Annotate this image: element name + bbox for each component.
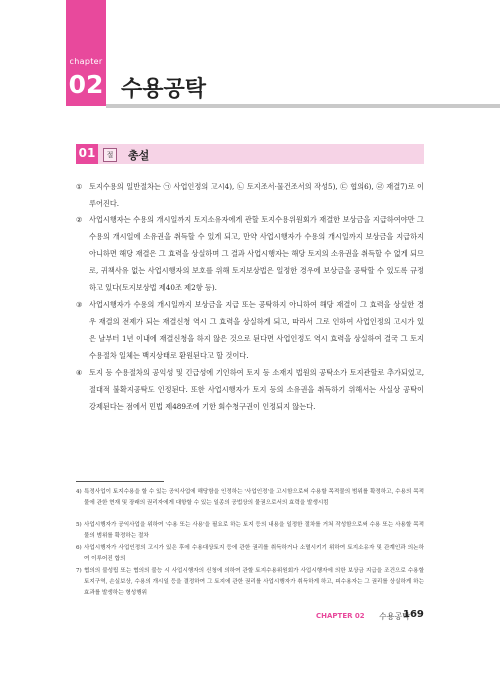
paragraph-1 [76,178,424,212]
footnote-marker: 6) [76,545,82,551]
paragraph-text: 토지수용의 일반절차는 ㉠ 사업인정의 고시4), ㉡ 토지조서·물건조서의 작성5), ㉢ 협의6), ㉣ 재결7)로 이루어진다. [89,182,424,208]
paragraph-marker: ③ [76,300,83,309]
footnote-marker: 7) [76,568,82,574]
footnote-text: 특정사업이 토지수용을 할 수 있는 공익사업에 해당함을 인정하는 '사업인정'을 고시함으로써 수용할 목적물의 범위를 확정하고, 수용의 목적물에 관한 현재 및 장래의 권리자에게 대항할 수 있는 일종의 공법상의 물권으로서의 효력을 발생시킴 [84,489,424,506]
section-marker: 절 [103,148,117,162]
paragraph-marker: ② [76,215,83,224]
section-title: 총설 [128,149,150,162]
chapter-header [0,0,500,116]
chapter-divider [106,104,500,108]
footnote-text: 사업시행자가 공익사업을 위하여 '수용 또는 사용'을 필요로 하는 토지 등의 내용을 일정한 절차를 거쳐 작성함으로써 수용 또는 사용할 목적물의 범위를 확정하는 절차 [84,522,424,539]
paragraph-4 [76,364,424,415]
paragraph-3 [76,296,424,364]
footnote-marker: 4) [76,489,82,495]
footnote-text: 협의의 불성립 또는 협의의 불능 시 사업시행자의 신청에 의하여 관할 토지수용위원회가 사업시행자에 의한 보상금 지급을 조건으로 수용할 토지구역, 손실보상, 수용의 개시일 등을 결정하여 그 토지에 관한 권리를 사업시행자가 취득하게 하고, 피수용자는 그 권리를 상실하게 하는 효과를 발생하는 형성행위 [84,568,424,596]
chapter-number: 02 [68,70,104,99]
footnote-4 [76,487,424,509]
footer-title: 수용공탁 [379,612,410,621]
chapter-label: chapter [69,57,103,66]
chapter-title: 수용공탁 [121,77,207,102]
footnote-divider [76,481,164,482]
footer-chapter: CHAPTER 02 [316,612,365,620]
paragraph-text: 토지 등 수용절차의 공익성 및 긴급성에 기인하여 토지 등 소재지 법원의 공탁소가 토지관할로 추가되었고, 절대적 불확지공탁도 인정된다. 또한 사업시행자가 토지 등의 소유권을 취득하기 위해서는 사실상 공탁이 강제된다는 점에서 민법 제489조에 기한 회수청구권이 인정되지 않는다. [89,368,424,411]
footnote-5 [76,520,424,542]
footnote-marker: 5) [76,522,82,528]
footnote-7 [76,566,424,599]
footnote-text: 사업시행자가 사업인정의 고시가 있은 후에 수용대상토지 등에 관한 권리를 취득하거나 소멸시키기 위하여 토지소유자 및 관계인과 의논하여 이루어진 합의 [84,545,424,562]
paragraph-text: 사업시행자가 수용의 개시일까지 보상금을 지급 또는 공탁하지 아니하여 해당 재결이 그 효력을 상실한 경우 재결의 전제가 되는 재결신청 역시 그 효력을 상실하게 되고, 따라서 그로 인하여 사업인정의 고시가 있은 날부터 1년 이내에 재결신청을 하지 않은 것으로 된다면 사업인정도 역시 효력을 상실하여 결국 그 토지수용절차 일체는 백지상태로 환원된다고 할 것이다. [89,300,424,360]
section-number: 01 [78,146,96,160]
paragraph-text: 사업시행자는 수용의 개시일까지 토지소유자에게 관할 토지수용위원회가 재결한 보상금을 지급하여야만 그 수용의 개시일에 소유권을 취득할 수 있게 되고, 만약 사업시행자가 수용의 개시일까지 보상금을 지급하지 아니하면 해당 재결은 그 효력을 상실하며 그 결과 사업시행자는 해당 토지의 소유권을 취득할 수 없게 되므로, 귀책사유 없는 사업시행자의 보호를 위해 토지보상법은 일정한 경우에 보상금을 공탁할 수 있도록 규정하고 있다(토지보상법 제40조 제2항 등). [89,215,424,292]
page-number: 169 [403,609,424,620]
paragraph-marker: ① [76,182,83,191]
footnote-6 [76,543,424,565]
paragraph-2 [76,211,424,296]
paragraph-marker: ④ [76,368,83,377]
